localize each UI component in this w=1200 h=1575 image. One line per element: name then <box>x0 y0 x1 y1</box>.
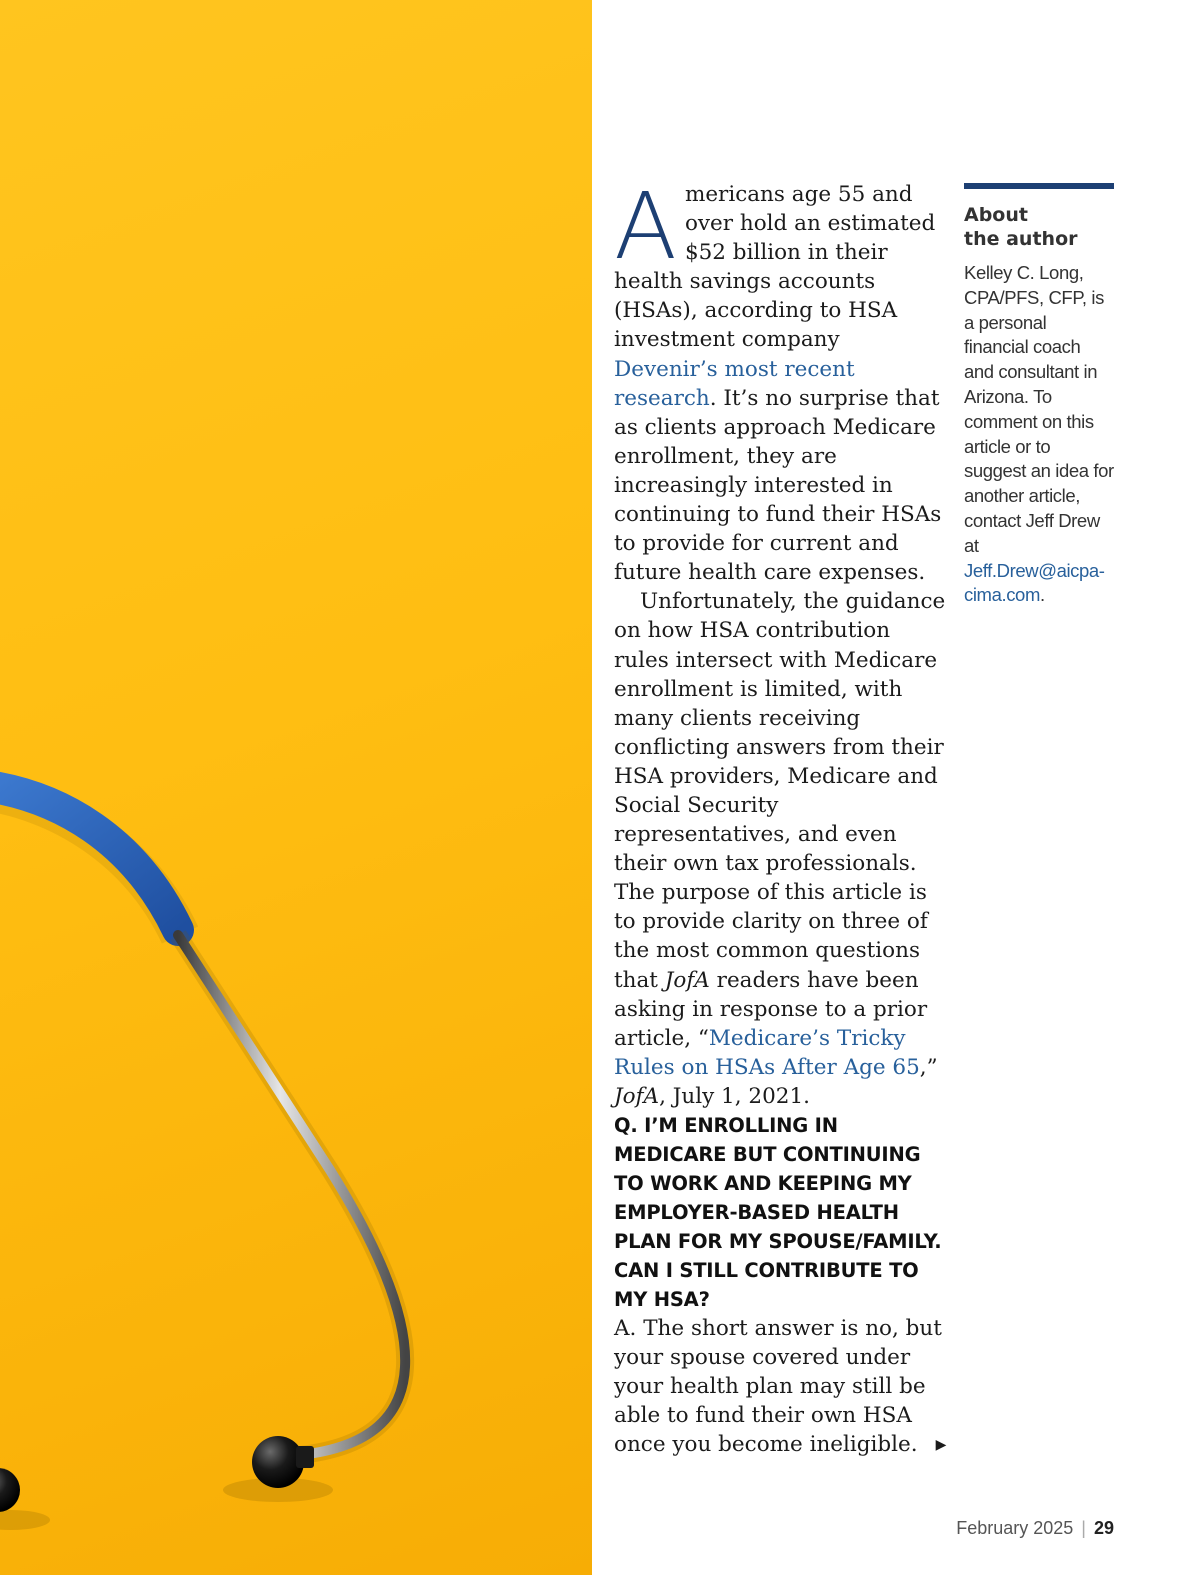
about-author-heading <box>964 203 1114 251</box>
email-link[interactable]: Jeff.Drew@aicpa-cima.com <box>964 559 1105 606</box>
page-number: 29 <box>1093 1518 1114 1538</box>
article-body <box>614 173 950 1460</box>
about-author-sidebar <box>964 183 1114 608</box>
question-heading: Q. I’M ENROLLING IN MEDICARE BUT CONTINUING TO WORK AND KEEPING MY EMPLOYER-BASED HEALTH PLAN FOR MY SPOUSE/FAMILY. CAN I STILL CONTRIBUTE TO MY HSA? <box>614 1114 942 1311</box>
second-paragraph-mid: readers have been asking in response to a prior article, “ <box>614 967 928 1051</box>
sidebar-rule <box>964 183 1114 189</box>
triangle-right-icon: ▶ <box>935 1437 947 1454</box>
second-paragraph-text: Unfortunately, the guidance on how HSA contribution rules intersect with Medicare enrollment is limited, with many clients receiving conflicting answers from their HSA providers, Medicare and Social Security representatives, and even their own tax professionals. The purpose of this article is to provide clarity on three of the most common questions that <box>614 589 946 993</box>
footer-separator: | <box>1081 1518 1086 1538</box>
page-footer <box>956 1518 1114 1539</box>
publication-date: , July 1, 2021. <box>659 1083 810 1109</box>
heading-line-1: About <box>964 204 1028 226</box>
publication-name-2: JofA <box>614 1083 660 1109</box>
author-bio-text: Kelley C. Long, CPA/PFS, CFP, is a personal financial coach and consultant in Arizona. To comment on this article or to suggest an idea for another article, contact Jeff Drew at <box>964 262 1114 556</box>
intro-text-continued: . It’s no surprise that as clients approach Medicare enrollment, they are increasingly interested in continuing to fund their HSAs to provide for current and future health care expenses. <box>614 385 942 586</box>
bio-end: . <box>1039 584 1045 606</box>
author-bio <box>964 261 1114 608</box>
second-paragraph <box>614 587 950 1111</box>
issue-date: February 2025 <box>956 1518 1074 1538</box>
publication-name: JofA <box>664 967 710 993</box>
quote-end: ,” <box>919 1054 938 1080</box>
intro-text: mericans age 55 and over hold an estimated $52 billion in their health savings accounts (HSAs), according to HSA investment company <box>614 182 936 353</box>
devenir-research-link[interactable]: Devenir’s most recent research <box>614 356 855 411</box>
drop-cap: A <box>614 173 677 280</box>
answer-paragraph <box>614 1314 950 1460</box>
intro-paragraph <box>614 173 950 587</box>
answer-text: A. The short answer is no, but your spouse covered under your health plan may still be able to fund their own HSA once you become ineligible. <box>614 1316 942 1458</box>
stethoscope-photo <box>0 0 592 1575</box>
heading-line-2: the author <box>964 228 1078 250</box>
prior-article-link[interactable]: Medicare’s Tricky Rules on HSAs After Age 65 <box>614 1025 920 1080</box>
